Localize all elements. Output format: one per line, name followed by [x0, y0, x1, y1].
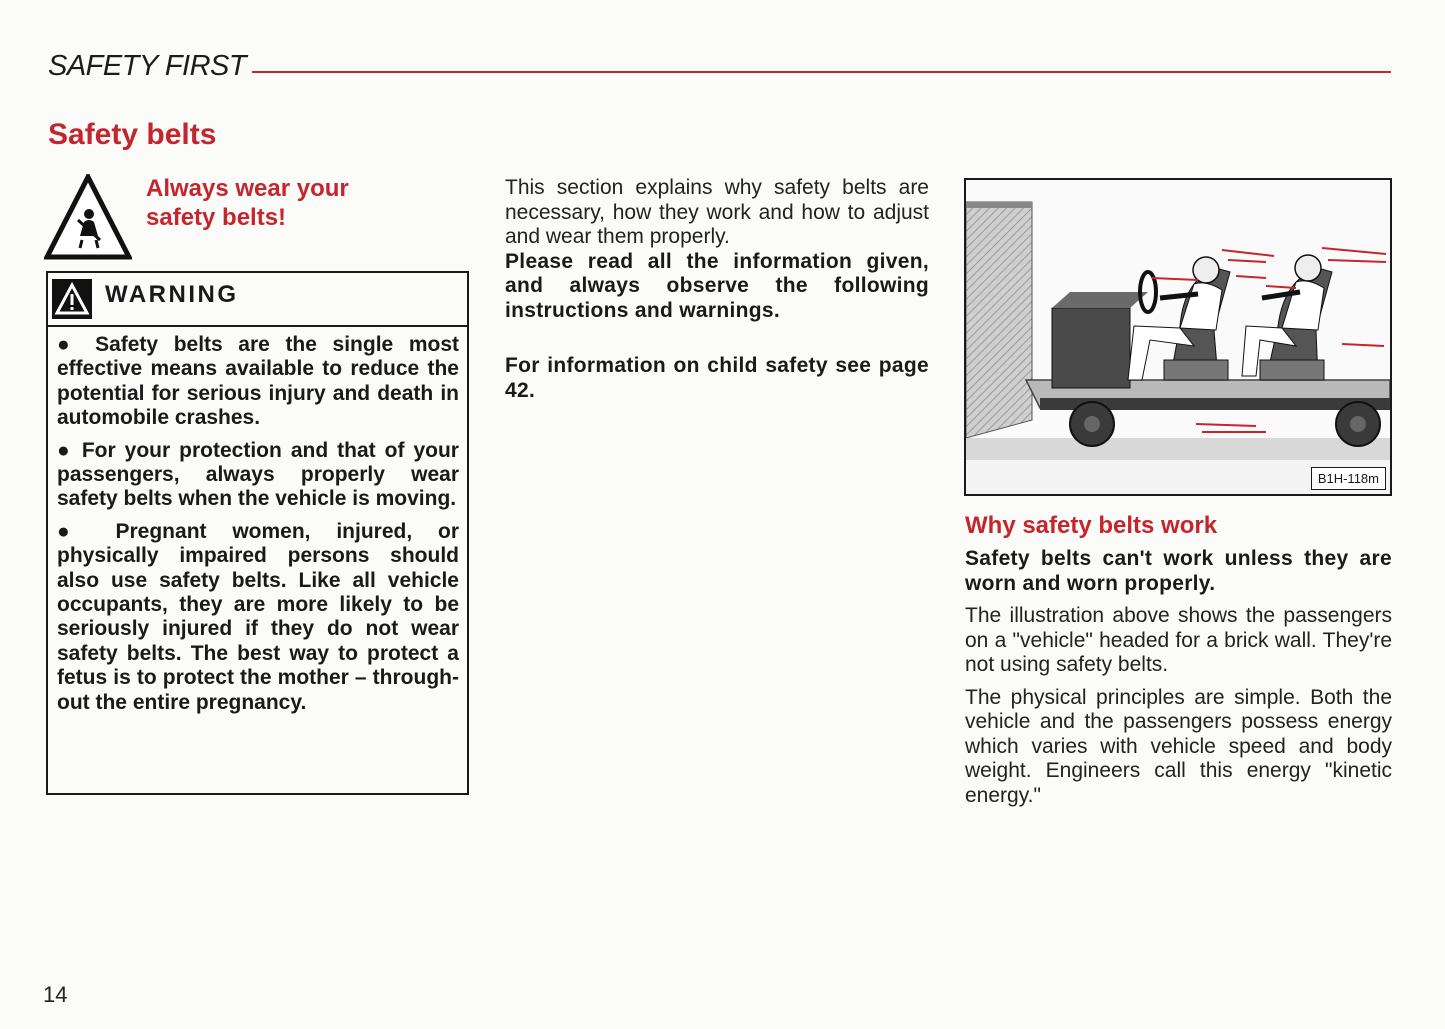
- warning-item-text: Safety belts are the single most effective means available to reduce the potential for serious injury and death in automobile crashes.: [57, 333, 459, 430]
- callout-line-2: safety belts!: [146, 204, 287, 231]
- page-number: 14: [43, 982, 68, 1007]
- warning-item: ● Safety belts are the single most effective means available to reduce the potential for serious injury and death in automobile crashes.: [57, 333, 459, 430]
- page-heading: Safety belts: [48, 118, 217, 151]
- warning-item: ● Pregnant women, injured, or physically impaired persons should also use safety belts. Like all vehicle occupants, they are more likely to be seriously injured if they do not wear safety belts. The best way to protect a fetus is to protect the mother – throughout the entire pregnancy.: [57, 519, 459, 714]
- warning-item-text: Pregnant women, injured, or physically impaired persons should also use safety belts. Like all vehicle occupants, they are more likely to be seriously injured if they do not wear safety belts. The best way to protect a fetus is to protect the mother – throughout the entire pregnancy.: [57, 519, 459, 714]
- callout-heading: [146, 174, 446, 232]
- warning-box: [46, 271, 469, 795]
- intro-column: [505, 176, 929, 403]
- why-belts-paragraph-1: The illustration above shows the passengers on a "vehicle" headed for a brick wall. They're not using safety belts.: [965, 604, 1392, 676]
- intro-instruction: Please read all the information given, and always observe the following instructions and warnings.: [505, 249, 929, 322]
- callout-line-1: Always wear your: [146, 175, 349, 202]
- why-belts-lead: Safety belts can't work unless they are worn and worn properly.: [965, 547, 1392, 595]
- section-title: SAFETY FIRST: [48, 50, 247, 82]
- warning-label: WARNING: [105, 281, 239, 308]
- figure-code: B1H-118m: [1311, 467, 1386, 490]
- warning-item-text: For your protection and that of your passengers, always properly wear safety belts when the vehicle is moving.: [57, 438, 459, 511]
- vehicle-wall-drawing: [966, 180, 1390, 494]
- header-rule: [252, 71, 1391, 73]
- vehicle-illustration: [964, 178, 1392, 496]
- warning-header: [48, 273, 467, 327]
- why-belts-paragraph-2: The physical principles are simple. Both the vehicle and the passengers possess energy which varies with vehicle speed and body weight. Engineers call this energy "kinetic energy.": [965, 685, 1392, 807]
- child-safety-reference: For information on child safety see page 42.: [505, 354, 929, 402]
- why-belts-column: [965, 512, 1392, 808]
- warning-list: [48, 327, 467, 715]
- warning-item: ● For your protection and that of your passengers, always properly wear safety belts when the vehicle is moving.: [57, 438, 459, 511]
- why-belts-heading: Why safety belts work: [965, 512, 1218, 539]
- seatbelt-warning-icon: [44, 174, 132, 260]
- intro-text: This section explains why safety belts are necessary, how they work and how to adjust and wear them properly.: [505, 176, 929, 248]
- warning-triangle-icon: [52, 279, 92, 319]
